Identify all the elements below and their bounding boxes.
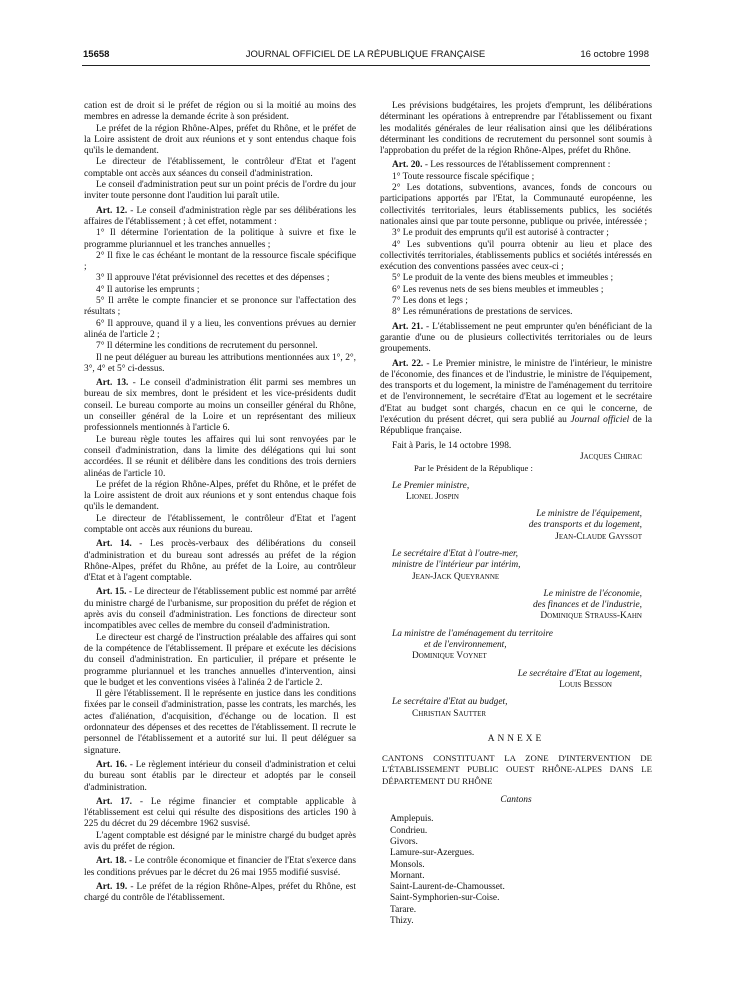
- article-label: Art. 20.: [392, 160, 423, 171]
- canton-item: Thizy.: [390, 916, 414, 926]
- header-rule: [82, 65, 650, 66]
- canton-item: Givors.: [390, 836, 418, 847]
- article-label: Art. 21.: [392, 321, 424, 332]
- paragraph: Le bureau règle toutes les affaires qui lui sont renvoyées par le conseil d'administration, dans la limite des délégations qui lui sont accordées. Il se réunit et délibère dans les conditions des trois derniers alinéas de l'article 10.: [84, 434, 356, 479]
- article-label: Art. 13.: [96, 378, 129, 389]
- budget-name: Christian Sautter: [412, 708, 487, 719]
- list-item: 6° Les revenus nets de ses biens meubles et immeubles ;: [392, 284, 604, 295]
- article-label: Art. 17.: [96, 796, 133, 807]
- list-item: 1° Toute ressource fiscale spécifique ;: [392, 171, 535, 182]
- outremer-name: Jean-Jack Queyranne: [412, 571, 500, 582]
- list-item: 1° Il détermine l'orientation de la politique à suivre et fixe le programme pluriannuel et les tranches annuelles ;: [84, 228, 356, 250]
- list-item: 6° Il approuve, quand il y a lieu, les conventions prévues au dernier alinéa de l'article 2 ;: [84, 318, 356, 340]
- economie-title-1: Le ministre de l'économie,: [543, 588, 642, 599]
- paragraph: Le préfet de la région Rhône-Alpes, préfet du Rhône, et le préfet de la Loire assistent de droit aux réunions et y sont entendus chaque fois qu'ils le demandent.: [84, 479, 356, 513]
- annexe-heading: ANNEXE: [487, 733, 545, 744]
- environnement-title-2: et de l'environnement,: [424, 640, 507, 651]
- economie-title-2: des finances et de l'industrie,: [532, 600, 642, 611]
- page-header: [0, 49, 731, 65]
- paragraph: Les prévisions budgétaires, les projets d'emprunt, les délibérations déterminant les opérations à entreprendre par l'établissement ou fixant les modalités générales de leur réalisation ainsi que les délibérations déterminant les conditions de recrutement du personnel sont soumis à l'approbation du préfet de la région Rhône-Alpes, préfet du Rhône.: [380, 101, 652, 157]
- canton-item: Mornant.: [390, 870, 425, 881]
- paragraph: L'agent comptable est désigné par le ministre chargé du budget après avis du préfet de région.: [84, 830, 356, 852]
- article-21: [380, 322, 652, 356]
- article-text: - Le conseil d'administration règle par ses délibérations les affaires de l'établissement ; à cet effet, notamment :: [84, 205, 356, 227]
- article-label: Art. 18.: [96, 856, 127, 867]
- pm-title: Le Premier ministre,: [392, 480, 470, 491]
- canton-item: Saint-Laurent-de-Chamousset.: [390, 882, 505, 893]
- list-item: 7° Les dons et legs ;: [392, 296, 468, 307]
- article-text: - Les procès-verbaux des délibérations du conseil d'administration et du bureau sont adressés au préfet de la région Rhône-Alpes, préfet du Rhône, au préfet de la Loire, au contrôleur d'Etat et à l'agent comptable.: [84, 539, 356, 584]
- article-15: [84, 587, 356, 632]
- list-item: 3° Il approuve l'état prévisionnel des recettes et des dépenses ;: [96, 273, 330, 284]
- article-text: - Le conseil d'administration élit parmi ses membres un bureau de six membres, dont le président et les vice-présidents dudit conseil. Le bureau comporte au moins un conseiller général du Rhône, un conseiller général de la Loire et un représentant des milieux professionnels mentionnés à l'article 6.: [84, 378, 356, 434]
- article-19: [84, 882, 356, 905]
- article-label: Art. 14.: [96, 539, 132, 550]
- logement-title: Le secrétaire d'Etat au logement,: [517, 668, 642, 679]
- article-17: [84, 797, 356, 831]
- article-text: - Les ressources de l'établissement comprennent :: [422, 160, 611, 171]
- canton-item: Condrieu.: [390, 825, 428, 836]
- paragraph: cation est de droit si le préfet de région ou si la moitié au moins des membres en adresse la demande écrite à son président.: [84, 101, 356, 123]
- list-item: 3° Le produit des emprunts qu'il est autorisé à contracter ;: [392, 228, 609, 239]
- economie-name: Dominique Strauss-Kahn: [540, 611, 642, 622]
- article-text: - Le règlement intérieur du conseil d'administration et celui du bureau sont établis par le directeur et adoptés par le conseil d'administration.: [84, 759, 356, 793]
- article-label: Art. 22.: [392, 358, 424, 369]
- outremer-title-1: Le secrétaire d'Etat à l'outre-mer,: [392, 548, 518, 559]
- article-text: - Le contrôle économique et financier de l'Etat s'exerce dans les conditions prévues par le décret du 26 mai 1955 modifié susvisé.: [84, 856, 356, 878]
- article-text: - Le directeur de l'établissement public est nommé par arrêté du ministre chargé de l'urbanisme, sur proposition du préfet de région et après avis du conseil d'administration. Les fonctions de directeur sont incompatibles avec celles de membre du conseil d'administration.: [84, 587, 356, 632]
- list-item: 8° Les rémunérations de prestations de services.: [392, 307, 573, 318]
- article-label: Art. 12.: [96, 205, 128, 216]
- article-16: [84, 760, 356, 794]
- article-label: Art. 16.: [96, 759, 127, 770]
- right-column: [380, 101, 652, 927]
- list-item: 2° Il fixe le cas échéant le montant de la ressource fiscale spécifique ;: [84, 250, 356, 273]
- paragraph: Le directeur de l'établissement, le contrôleur d'Etat et l'agent comptable ont accès aux réunions du bureau.: [84, 513, 356, 535]
- article-20: [380, 160, 652, 171]
- budget-title: Le secrétaire d'Etat au budget,: [392, 697, 508, 708]
- article-13: [84, 378, 356, 434]
- annexe-title: CANTONS CONSTITUANT LA ZONE D'INTERVENTION DE L'ÉTABLISSEMENT PUBLIC OUEST RHÔNE-ALPES DANS LE DÉPARTEMENT DU RHÔNE: [382, 753, 652, 786]
- environnement-title-1: La ministre de l'aménagement du territoire: [392, 628, 553, 639]
- list-item: 4° Les subventions qu'il pourra obtenir au lieu et place des collectivités territoriales, établissements publics et sociétés intéressés en exécution des conventions passées avec ceux-ci ;: [380, 239, 652, 273]
- list-item: 5° Le produit de la vente des biens meubles et immeubles ;: [392, 273, 614, 284]
- paragraph: Il ne peut déléguer au bureau les attributions mentionnées aux 1°, 2°, 3°, 4° et 5° ci-dessus.: [84, 352, 356, 374]
- article-18: [84, 856, 356, 879]
- journal-title: JOURNAL OFFICIEL DE LA RÉPUBLIQUE FRANÇAISE: [245, 49, 486, 60]
- cantons-heading: Cantons: [500, 795, 532, 806]
- article-text: - Le régime financier et comptable applicable à l'établissement est celui qui résulte des dispositions des articles 190 à 225 du décret du 29 décembre 1962 susvisé.: [84, 796, 356, 830]
- canton-item: Amplepuis.: [390, 814, 434, 825]
- article-22: [380, 359, 652, 438]
- pm-name: Lionel Jospin: [406, 491, 459, 502]
- canton-item: Monsols.: [390, 859, 425, 870]
- equipement-title-2: des transports et du logement,: [528, 520, 642, 531]
- environnement-name: Dominique Voynet: [412, 651, 487, 662]
- article-label: Art. 19.: [96, 881, 128, 892]
- list-item: 2° Les dotations, subventions, avances, fonds de concours ou participations apportés par l'Etat, la Communauté européenne, les collectivités territoriales, leurs établissements publics, les sociétés nationales ainsi que par toute personne, publique ou privée, intéressée ;: [380, 183, 652, 227]
- article-text: - Le Premier ministre, le ministre de l'intérieur, le ministre de l'économie, des finances et de l'industrie, le ministre de l'équipement, des transports et du logement, la ministre de l'aménagement du territoire et de l'environnement, le secrétaire d'Etat au logement et le secrétaire d'Etat au budget sont chargés, chacun en ce qui le concerne, de l'exécution du présent décret, qui sera publié au: [380, 358, 652, 426]
- paragraph: Le directeur de l'établissement, le contrôleur d'Etat et l'agent comptable ont accès aux séances du conseil d'administration.: [84, 157, 356, 179]
- article-label: Art. 15.: [96, 587, 127, 598]
- paragraph: Le conseil d'administration peut sur un point précis de l'ordre du jour inviter toute personne dont l'audition lui paraît utile.: [84, 180, 356, 202]
- article-text: - L'établissement ne peut emprunter qu'en bénéficiant de la garantie d'une ou de plusieurs collectivités territoriales ou de leurs groupements.: [380, 321, 653, 355]
- outremer-title-2: ministre de l'intérieur par intérim,: [392, 560, 521, 571]
- canton-item: Lamure-sur-Azergues.: [390, 848, 475, 859]
- equipement-title-1: Le ministre de l'équipement,: [536, 509, 642, 520]
- article-14: [84, 539, 356, 584]
- paragraph: Il gère l'établissement. Il le représente en justice dans les conditions fixées par le conseil d'administration, passe les contrats, les marchés, les actes d'aliénation, d'acquisition, d'échange ou de location. Il est ordonnateur des dépenses et des recettes de l'établissement. Il recrute le personnel de l'établissement et a autorité sur lui. Il peut déléguer sa signature.: [84, 689, 356, 756]
- issue-date: 16 octobre 1998: [580, 49, 649, 60]
- list-item: 7° Il détermine les conditions de recrutement du personnel.: [96, 341, 318, 352]
- fait-a-paris: Fait à Paris, le 14 octobre 1998.: [392, 440, 512, 451]
- equipement-name: Jean-Claude Gayssot: [555, 531, 642, 542]
- page-number: 15658: [83, 49, 110, 60]
- list-item: 4° Il autorise les emprunts ;: [96, 284, 200, 295]
- article-text: - Le préfet de la région Rhône-Alpes, préfet du Rhône, est chargé du contrôle de l'établissement.: [84, 881, 356, 904]
- journal-officiel-italic: Journal officiel: [570, 415, 630, 426]
- list-item: 5° Il arrête le compte financier et se prononce sur l'affectation des résultats ;: [84, 296, 356, 318]
- paragraph: Le préfet de la région Rhône-Alpes, préfet du Rhône, et le préfet de la Loire assistent de droit aux réunions et y sont entendus chaque fois qu'ils le demandent.: [84, 123, 356, 157]
- left-column: [84, 101, 356, 904]
- paragraph: Le directeur est chargé de l'instruction préalable des affaires qui sont de la compétence de l'établissement. Il prépare et exécute les décisions du conseil d'administration. En particulier, il prépare et présente le programme pluriannuel et les tranches annuelles d'intervention, ainsi que le budget et les conventions visées à l'alinéa 2 de l'article 2.: [84, 632, 356, 688]
- logement-name: Louis Besson: [559, 679, 612, 690]
- canton-item: Saint-Symphorien-sur-Coise.: [390, 893, 500, 904]
- article-12: [84, 206, 356, 229]
- president-signature: Jacques Chirac: [579, 451, 642, 462]
- canton-item: Tarare.: [390, 904, 417, 915]
- par-le-president: Par le Président de la République :: [414, 463, 533, 474]
- article-text-end: de la République française.: [380, 415, 652, 437]
